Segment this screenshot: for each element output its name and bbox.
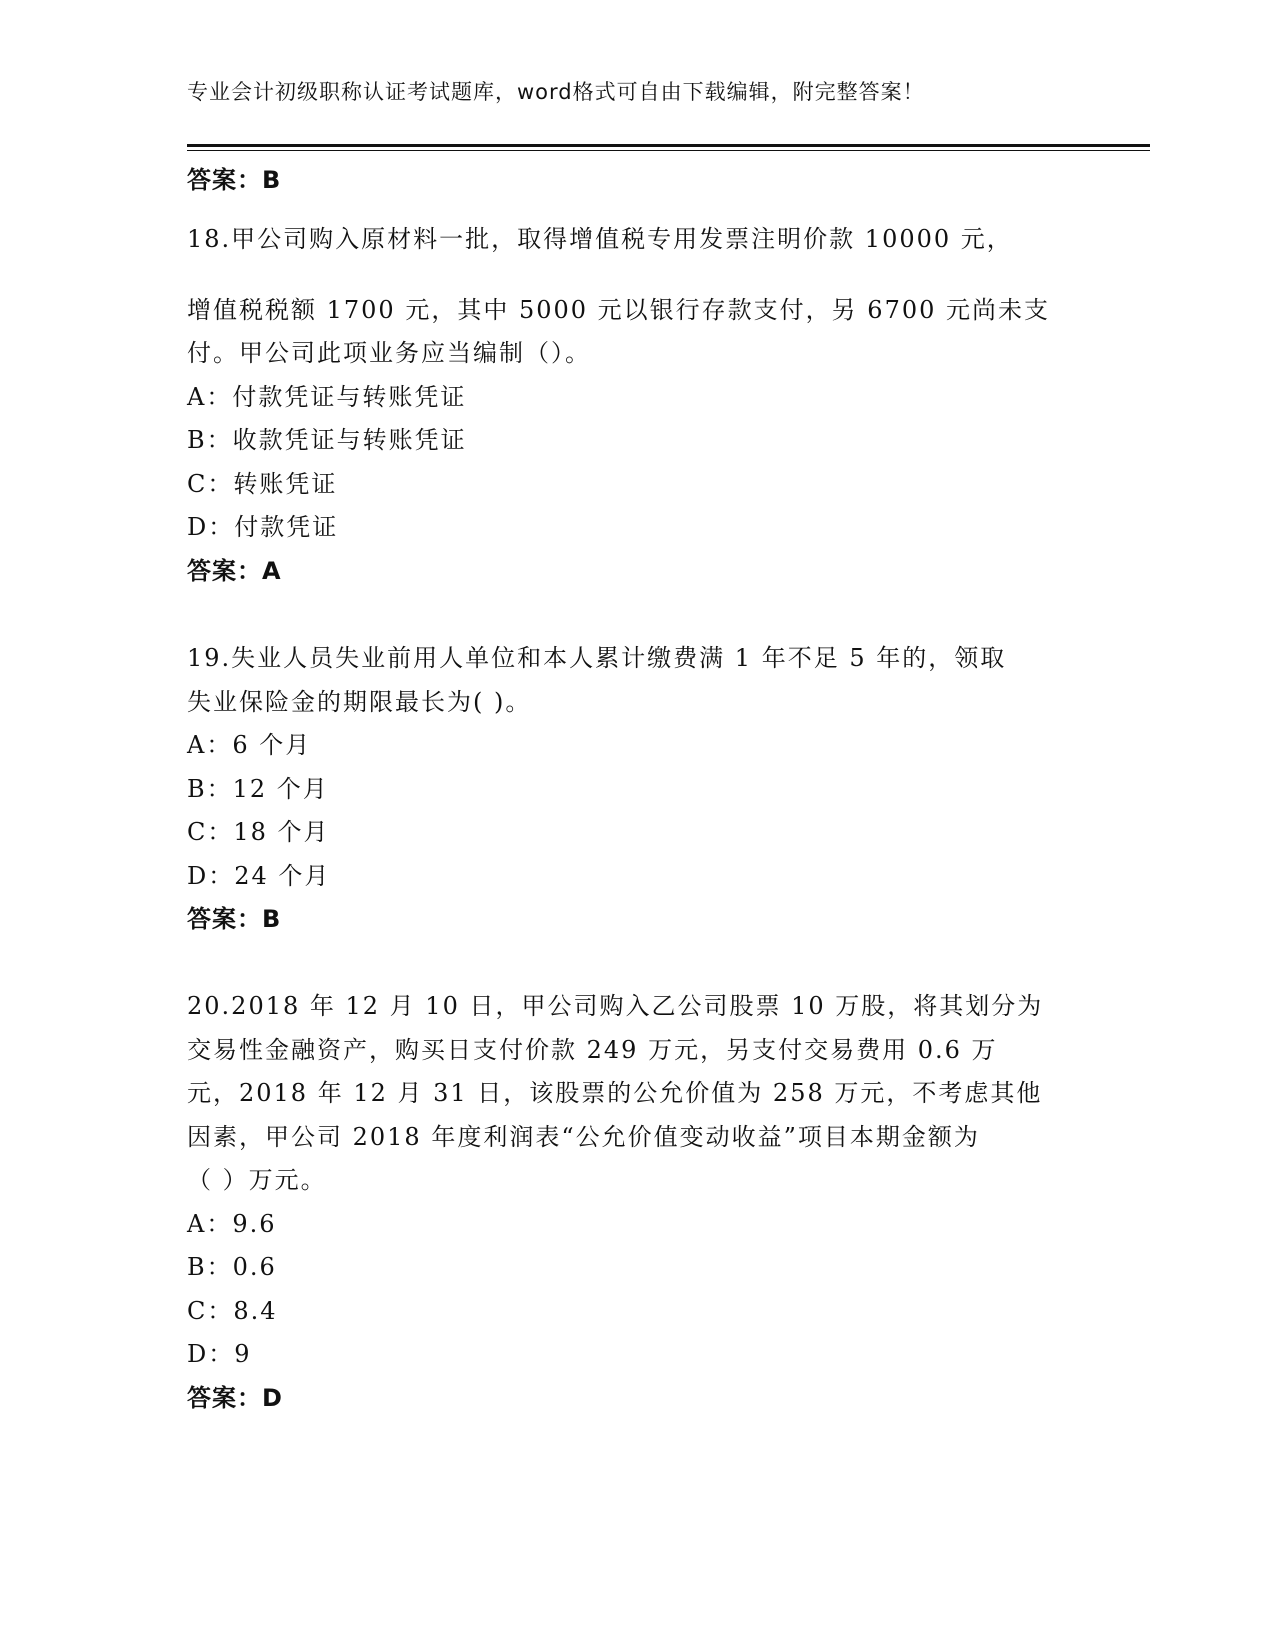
question-19-option-d: D：24 个月 bbox=[187, 862, 331, 890]
page-header: 专业会计初级职称认证考试题库，word格式可自由下载编辑，附完整答案！ bbox=[187, 80, 925, 104]
question-18-option-d: D：付款凭证 bbox=[187, 513, 339, 541]
question-20-line-2: 交易性金融资产，购买日支付价款 249 万元，另支付交易费用 0.6 万 bbox=[187, 1036, 998, 1064]
question-18-option-b: B：收款凭证与转账凭证 bbox=[187, 426, 467, 454]
question-20-answer: 答案：D bbox=[187, 1384, 283, 1412]
question-20-line-3: 元，2018 年 12 月 31 日，该股票的公允价值为 258 万元，不考虑其他 bbox=[187, 1079, 1043, 1107]
question-18-answer: 答案：A bbox=[187, 557, 282, 585]
question-19-option-a: A：6 个月 bbox=[187, 731, 312, 759]
question-18-line-2: 增值税税额 1700 元，其中 5000 元以银行存款支付，另 6700 元尚未支 bbox=[187, 296, 1051, 324]
question-19-line-1: 19.失业人员失业前用人单位和本人累计缴费满 1 年不足 5 年的，领取 bbox=[187, 644, 1007, 672]
header-rule-thick bbox=[187, 144, 1150, 147]
question-20-line-5: （ ）万元。 bbox=[187, 1166, 327, 1194]
question-20-option-c: C：8.4 bbox=[187, 1297, 278, 1325]
header-rule-thin bbox=[187, 150, 1150, 151]
question-18-line-1: 18.甲公司购入原材料一批，取得增值税专用发票注明价款 10000 元， bbox=[187, 225, 1013, 253]
question-20-option-d: D：9 bbox=[187, 1340, 252, 1368]
question-18-option-a: A：付款凭证与转账凭证 bbox=[187, 383, 467, 411]
question-19-option-b: B：12 个月 bbox=[187, 775, 329, 803]
question-18-option-c: C：转账凭证 bbox=[187, 470, 338, 498]
previous-answer: 答案：B bbox=[187, 166, 282, 194]
question-20-line-4: 因素，甲公司 2018 年度利润表“公允价值变动收益”项目本期金额为 bbox=[187, 1123, 980, 1151]
question-20-option-a: A：9.6 bbox=[187, 1210, 277, 1238]
question-20-line-1: 20.2018 年 12 月 10 日，甲公司购入乙公司股票 10 万股，将其划分为 bbox=[187, 992, 1044, 1020]
question-18-line-3: 付。甲公司此项业务应当编制（）。 bbox=[187, 339, 591, 367]
question-19-option-c: C：18 个月 bbox=[187, 818, 330, 846]
question-19-answer: 答案：B bbox=[187, 905, 282, 933]
question-19-line-2: 失业保险金的期限最长为( )。 bbox=[187, 688, 532, 716]
question-20-option-b: B：0.6 bbox=[187, 1253, 277, 1281]
